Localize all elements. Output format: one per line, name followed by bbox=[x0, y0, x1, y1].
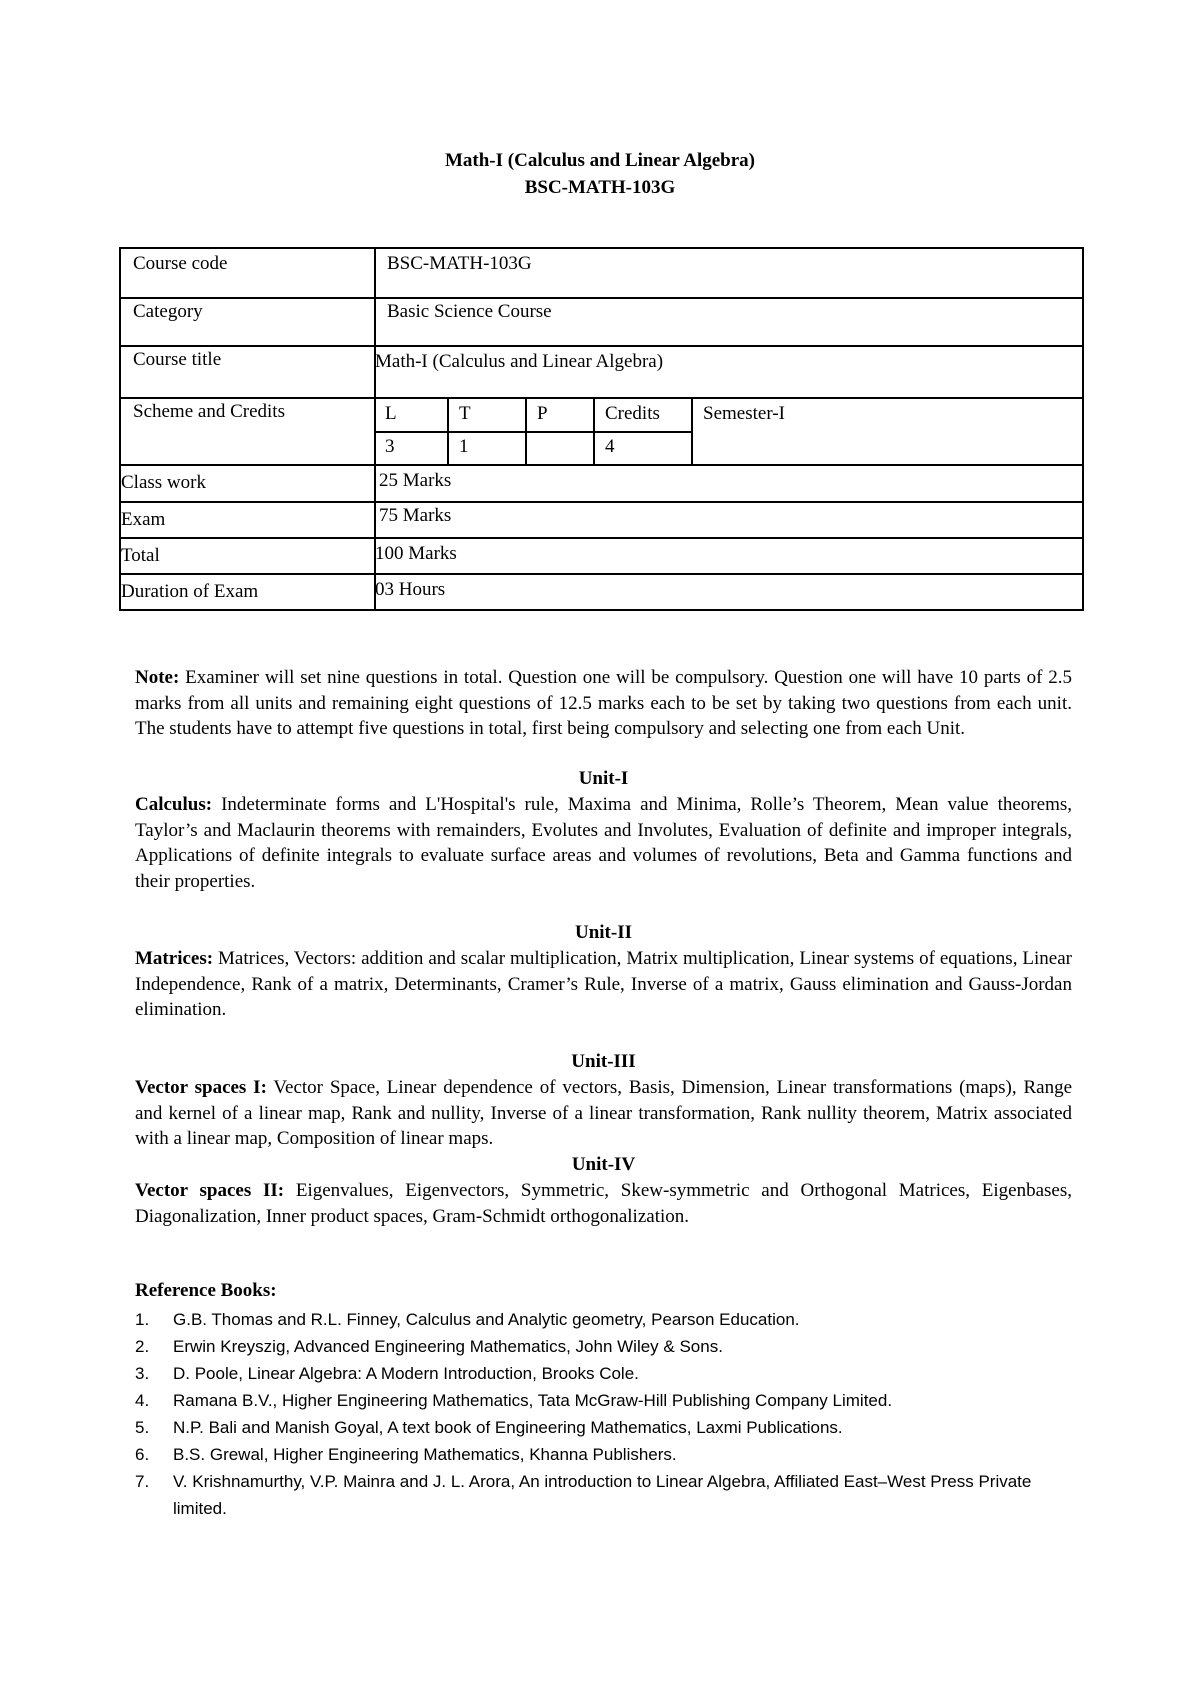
table-rule bbox=[593, 397, 595, 464]
list-item bbox=[135, 1414, 1085, 1441]
table-rule bbox=[691, 397, 693, 464]
list-item bbox=[135, 1306, 1085, 1333]
unit-heading: Unit-I bbox=[578, 768, 629, 789]
list-item-number: 1. bbox=[135, 1310, 150, 1329]
scheme-header-t: T bbox=[459, 403, 471, 424]
scheme-header-credits: Credits bbox=[605, 403, 660, 424]
list-item-number: 6. bbox=[135, 1445, 150, 1464]
unit-content bbox=[135, 1075, 1072, 1152]
table-rule bbox=[121, 573, 1082, 575]
list-item-text: Ramana B.V., Higher Engineering Mathematics, Tata McGraw-Hill Publishing Company Limited. bbox=[173, 1391, 893, 1410]
list-item bbox=[135, 1333, 1085, 1360]
exam-note bbox=[135, 665, 1072, 742]
unit-topic-text: Matrices, Vectors: addition and scalar multiplication, Matrix multiplication, Linear systems of equations, Linear Independence, Rank of a matrix, Determinants, Cramer’s Rule, Inverse of a matrix, Gauss elimination and Gauss-Jordan elimination. bbox=[135, 948, 1072, 1020]
note-label: Note: bbox=[135, 667, 180, 688]
list-item-number: 7. bbox=[135, 1472, 150, 1491]
unit-heading: Unit-IV bbox=[571, 1154, 636, 1175]
class-work-label: Class work bbox=[121, 472, 206, 493]
list-item bbox=[135, 1387, 1085, 1414]
list-item-text: G.B. Thomas and R.L. Finney, Calculus and Analytic geometry, Pearson Education. bbox=[173, 1310, 800, 1329]
list-item-text: B.S. Grewal, Higher Engineering Mathematics, Khanna Publishers. bbox=[173, 1445, 677, 1464]
reference-list bbox=[135, 1306, 1085, 1522]
category-label: Category bbox=[133, 301, 203, 322]
list-item-number: 3. bbox=[135, 1364, 150, 1383]
unit-heading: Unit-II bbox=[574, 922, 632, 943]
unit-content bbox=[135, 946, 1072, 1023]
scheme-value-l: 3 bbox=[385, 436, 395, 457]
unit-topic-label: Matrices: bbox=[135, 948, 214, 969]
table-rule bbox=[374, 431, 691, 433]
table-rule bbox=[121, 345, 1082, 347]
course-code-label: Course code bbox=[133, 253, 228, 274]
list-item bbox=[135, 1468, 1085, 1522]
unit-topic-text: Eigenvalues, Eigenvectors, Symmetric, Skew-symmetric and Orthogonal Matrices, Eigenbases, Diagonalization, Inner product spaces, Gram-Schmidt orthogonalization. bbox=[135, 1180, 1072, 1227]
unit-topic-label: Calculus: bbox=[135, 794, 213, 815]
scheme-value-credits: 4 bbox=[605, 436, 615, 457]
scheme-header-p: P bbox=[537, 403, 548, 424]
table-rule bbox=[121, 501, 1082, 503]
table-rule bbox=[121, 464, 1082, 466]
unit-content bbox=[135, 792, 1072, 894]
table-rule bbox=[121, 297, 1082, 299]
unit-topic-label: Vector spaces II: bbox=[135, 1180, 285, 1201]
note-text: Examiner will set nine questions in total. Question one will be compulsory. Question one will have 10 parts of 2.5 marks from all units and remaining eight questions of 12.5 marks each to be set by taking two questions from each unit. The students have to attempt five questions in total, first being compulsory and selecting one from each Unit. bbox=[135, 667, 1072, 739]
course-title-heading: Math-I (Calculus and Linear Algebra) bbox=[444, 150, 755, 171]
list-item-text: D. Poole, Linear Algebra: A Modern Introduction, Brooks Cole. bbox=[173, 1364, 639, 1383]
table-rule bbox=[525, 397, 527, 464]
list-item-text: Erwin Kreyszig, Advanced Engineering Mathematics, John Wiley & Sons. bbox=[173, 1337, 723, 1356]
list-item-number: 5. bbox=[135, 1418, 150, 1437]
category-value: Basic Science Course bbox=[387, 301, 552, 322]
course-code-heading: BSC-MATH-103G bbox=[524, 177, 676, 198]
table-rule bbox=[121, 537, 1082, 539]
list-item-number: 4. bbox=[135, 1391, 150, 1410]
list-item-text: V. Krishnamurthy, V.P. Mainra and J. L. Arora, An introduction to Linear Algebra, Affiliated East–West Press Private limited. bbox=[173, 1472, 1032, 1518]
table-rule bbox=[447, 397, 449, 464]
class-work-value: 25 Marks bbox=[379, 470, 452, 491]
course-code-value: BSC-MATH-103G bbox=[387, 253, 532, 274]
list-item bbox=[135, 1441, 1085, 1468]
duration-value: 03 Hours bbox=[375, 579, 446, 600]
course-info-table bbox=[119, 247, 1084, 611]
scheme-value-t: 1 bbox=[459, 436, 469, 457]
list-item bbox=[135, 1360, 1085, 1387]
unit-heading: Unit-III bbox=[571, 1051, 636, 1072]
unit-topic-text: Indeterminate forms and L'Hospital's rule, Maxima and Minima, Rolle’s Theorem, Mean value theorems, Taylor’s and Maclaurin theorems with remainders, Evolutes and Involutes, Evaluation of definite and improper integrals, Applications of definite integrals to evaluate surface areas and volumes of revolutions, Beta and Gamma functions and their properties. bbox=[135, 794, 1072, 892]
exam-value: 75 Marks bbox=[379, 505, 452, 526]
semester-value: Semester-I bbox=[703, 403, 785, 424]
scheme-header-l: L bbox=[385, 403, 397, 424]
total-label: Total bbox=[121, 545, 160, 566]
total-value: 100 Marks bbox=[375, 543, 457, 564]
unit-content bbox=[135, 1178, 1072, 1229]
scheme-label: Scheme and Credits bbox=[133, 401, 285, 422]
list-item-text: N.P. Bali and Manish Goyal, A text book of Engineering Mathematics, Laxmi Publications. bbox=[173, 1418, 843, 1437]
list-item-number: 2. bbox=[135, 1337, 150, 1356]
duration-label: Duration of Exam bbox=[121, 581, 259, 602]
table-rule bbox=[121, 397, 1082, 399]
course-title-value: Math-I (Calculus and Linear Algebra) bbox=[375, 351, 664, 372]
reference-books-heading: Reference Books: bbox=[135, 1280, 277, 1301]
unit-topic-label: Vector spaces I: bbox=[135, 1077, 267, 1098]
unit-topic-text: Vector Space, Linear dependence of vectors, Basis, Dimension, Linear transformations (maps), Range and kernel of a linear map, Rank and nullity, Inverse of a linear transformation, Rank nullity theorem, Matrix associated with a linear map, Composition of linear maps. bbox=[135, 1077, 1072, 1149]
course-title-label: Course title bbox=[133, 349, 222, 370]
exam-label: Exam bbox=[121, 509, 166, 530]
